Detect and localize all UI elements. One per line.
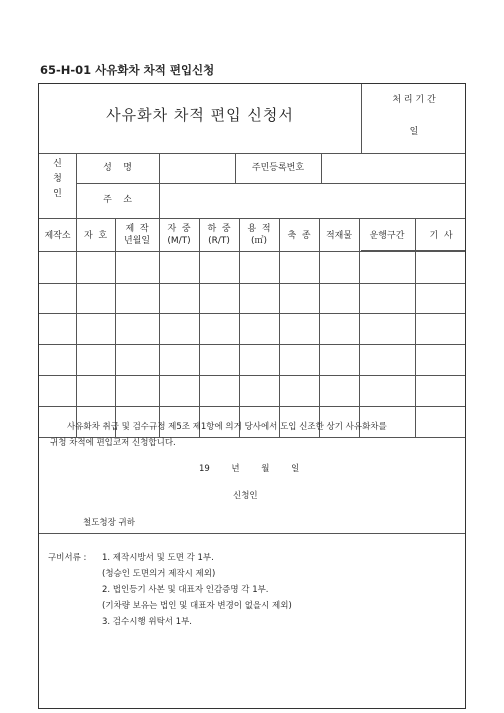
- column-header-manufacturer: 제작소: [44, 231, 71, 241]
- processing-period-value: 일: [409, 127, 419, 137]
- date-line: 19 년 월 일: [199, 464, 300, 474]
- table-row[interactable]: [39, 283, 467, 313]
- column-header-car-number: 자 호: [83, 231, 108, 241]
- column-header-axle-type: 축 종: [287, 231, 311, 241]
- column-header-volume: 용 적 (㎥): [247, 224, 271, 247]
- column-header-tare-weight: 자 중 (M/T): [167, 224, 191, 247]
- table-row[interactable]: [39, 344, 467, 375]
- attachment-item: 3. 검수시행 위탁서 1부.: [102, 617, 193, 627]
- attachment-note: (기차량 보유는 법인 및 대표자 변경이 없을시 제외): [102, 601, 292, 611]
- address-field[interactable]: [159, 183, 467, 218]
- applicant-group-label: 신 청 인: [53, 159, 62, 199]
- name-label: 성 명: [103, 163, 132, 173]
- application-form: [38, 83, 466, 709]
- attachment-item: 2. 법인등기 사본 및 대표자 인감증명 각 1부.: [102, 585, 269, 595]
- table-row[interactable]: [39, 375, 467, 406]
- statement-line-1: 사유화차 취급 및 검수규정 제5조 제1항에 의거 당사에서 도입 신조한 상기 사유화차를: [67, 422, 387, 432]
- column-header-load-capacity: 하 중 (R/T): [207, 224, 231, 247]
- processing-period-label: 처 리 기 간: [392, 95, 436, 105]
- registration-number-field[interactable]: [321, 153, 467, 183]
- attachments-label: 구비서류 :: [48, 553, 87, 563]
- attachment-note: (청승인 도면의거 제작시 제외): [102, 569, 216, 579]
- table-row[interactable]: [39, 313, 467, 344]
- attachment-item: 1. 제작시방서 및 도면 각 1부.: [102, 553, 214, 563]
- column-header-remarks: 기 사: [429, 231, 453, 241]
- form-title: 사유화차 차적 편입 신청서: [106, 106, 294, 124]
- column-header-route: 운행구간: [369, 231, 405, 241]
- statement-line-2: 귀청 차적에 편입코저 신청합니다.: [50, 438, 176, 448]
- addressee: 철도청장 귀하: [83, 518, 135, 528]
- document-code: 65-H-01 사유화차 차적 편입신청: [40, 63, 215, 77]
- column-header-cargo: 적재물: [325, 231, 353, 241]
- registration-number-label: 주민등록번호: [251, 163, 305, 173]
- address-label: 주 소: [103, 195, 132, 205]
- signer-label: 신청인: [233, 491, 258, 501]
- table-row[interactable]: [39, 251, 467, 283]
- column-header-build-date: 제 작 년월일: [123, 224, 151, 247]
- name-field[interactable]: [159, 153, 235, 183]
